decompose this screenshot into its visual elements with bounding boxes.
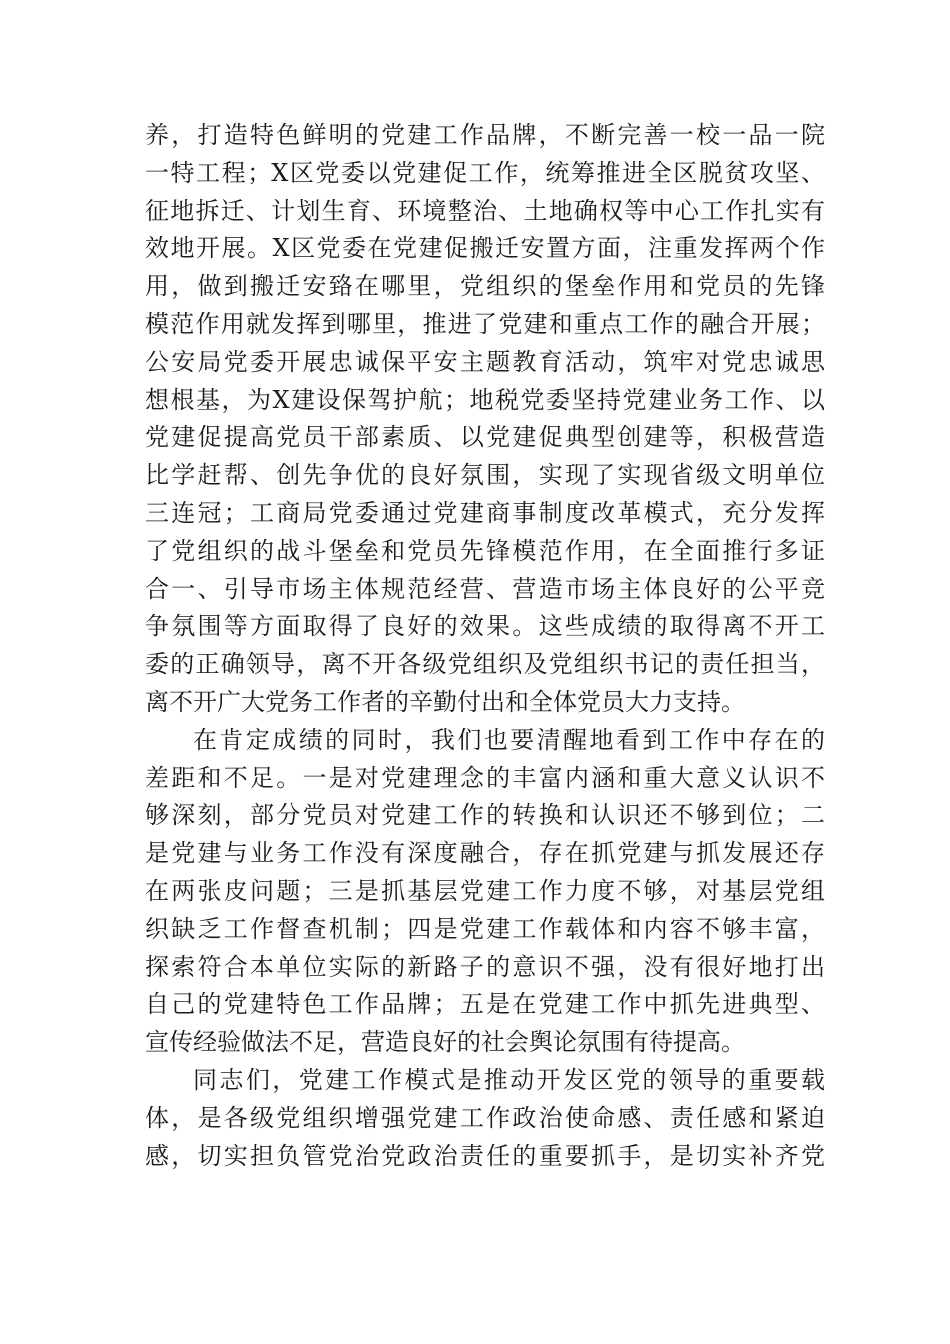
paragraph-2 [145,722,825,1062]
text-line: 用，做到搬迁安臵在哪里，党组织的堡垒作用和党员的先锋 [145,272,825,301]
body-text [145,117,825,1175]
text-line: 宣传经验做法不足，营造良好的社会舆论氛围有待提高。 [145,1028,745,1057]
text-line: 是党建与业务工作没有深度融合，存在抓党建与抓发展还存 [145,839,825,868]
text-line: 体，是各级党组织增强党建工作政治使命感、责任感和紧迫 [145,1103,825,1132]
text-line: 党建促提高党员干部素质、以党建促典型创建等，积极营造 [145,423,825,452]
paragraph-1 [145,117,825,722]
text-line: 在肯定成绩的同时，我们也要清醒地看到工作中存在的 [193,725,825,754]
text-line: 织缺乏工作督查机制；四是党建工作载体和内容不够丰富， [145,914,825,943]
text-line: 了党组织的战斗堡垒和党员先锋模范作用，在全面推行多证 [145,536,825,565]
text-line: 委的正确领导，离不开各级党组织及党组织书记的责任担当， [145,650,825,679]
text-line: 感，切实担负管党治党政治责任的重要抓手，是切实补齐党 [145,1141,825,1170]
text-line: 离不开广大党务工作者的辛勤付出和全体党员大力支持。 [145,687,745,716]
text-line: 比学赶帮、创先争优的良好氛围，实现了实现省级文明单位 [145,461,825,490]
text-line: 争氛围等方面取得了良好的效果。这些成绩的取得离不开工 [145,612,825,641]
text-line: 探索符合本单位实际的新路子的意识不强，没有很好地打出 [145,952,825,981]
text-line: 在两张皮问题；三是抓基层党建工作力度不够，对基层党组 [145,876,825,905]
text-line: 差距和不足。一是对党建理念的丰富内涵和重大意义认识不 [145,763,825,792]
text-line: 模范作用就发挥到哪里，推进了党建和重点工作的融合开展； [145,309,825,338]
text-line: 自己的党建特色工作品牌；五是在党建工作中抓先进典型、 [145,990,825,1019]
text-line: 合一、引导市场主体规范经营、营造市场主体良好的公平竞 [145,574,825,603]
text-line: 养，打造特色鲜明的党建工作品牌，不断完善一校一品一院 [145,121,825,149]
text-line: 三连冠；工商局党委通过党建商事制度改革模式，充分发挥 [145,498,825,527]
text-line: 一特工程；X区党委以党建促工作，统筹推进全区脱贫攻坚、 [145,158,825,187]
text-line: 同志们，党建工作模式是推动开发区党的领导的重要载 [193,1065,825,1094]
paragraph-3 [145,1062,825,1175]
text-line: 够深刻，部分党员对党建工作的转换和认识还不够到位；二 [145,801,825,830]
text-line: 想根基，为X建设保驾护航；地税党委坚持党建业务工作、以 [145,385,825,414]
text-line: 公安局党委开展忠诚保平安主题教育活动，筑牢对党忠诚思 [145,347,825,376]
text-line: 效地开展。X区党委在党建促搬迁安置方面，注重发挥两个作 [145,234,825,263]
text-line: 征地拆迁、计划生育、环境整治、土地确权等中心工作扎实有 [145,196,825,225]
